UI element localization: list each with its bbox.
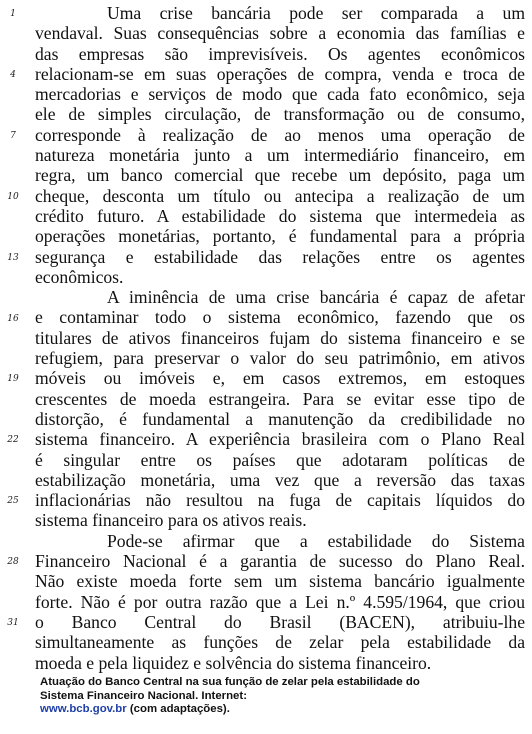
text-line: refugiem, para preservar o valor do seu patrimônio, em ativos (35, 348, 525, 369)
text-line: crescentes de moeda estrangeira. Para se evitar esse tipo de (35, 388, 525, 409)
line-number: 7 (10, 130, 16, 141)
line-number: 10 (7, 191, 19, 202)
text-line: sistema financeiro para os ativos reais. (35, 510, 307, 531)
text-line: titulares de ativos financeiros fujam do sistema financeiro e se (35, 327, 525, 348)
source-citation (40, 676, 520, 717)
line-number: 16 (7, 313, 19, 324)
line-number: 31 (7, 618, 19, 628)
text-line: natureza monetária junto a um intermediário financeiro, em (35, 145, 525, 166)
line-number: 4 (10, 69, 16, 80)
text-line: crédito futuro. A estabilidade do sistema que intermedeia as (35, 205, 525, 226)
text-line: forte. Não é por outra razão que a Lei n.º 4.595/1964, que criou (35, 591, 525, 612)
text-line: móveis ou imóveis e, em casos extremos, em estoques (35, 368, 525, 389)
line-number: 19 (7, 374, 19, 385)
source-line-1: Atuação do Banco Central na sua função de zelar pela estabilidade do (40, 676, 420, 688)
text-line: inflacionárias não resultou na fuga de capitais líquidos do (35, 490, 525, 511)
text-line: distorção, é fundamental a manutenção da credibilidade no (35, 408, 525, 429)
line-number: 13 (7, 252, 19, 263)
source-suffix: (com adaptações). (126, 703, 230, 716)
source-line-3 (40, 703, 520, 717)
text-line: A iminência de uma crise bancária é capaz de afetar (107, 287, 525, 308)
text-line: corresponde à realização de ao menos uma operação de (35, 124, 525, 145)
text-line: o Banco Central do Brasil (BACEN), atribuiu-lhe (35, 611, 525, 632)
line-number: 22 (7, 435, 19, 446)
line-number-gutter (0, 0, 30, 734)
text-line: Uma crise bancária pode ser comparada a um (107, 3, 525, 23)
paragraph-2 (35, 287, 525, 531)
text-line: ele de simples circulação, de transformação ou de consumo, (35, 104, 525, 125)
text-line: estabilização monetária, uma vez que a reversão das taxas (35, 469, 525, 490)
text-line: simultaneamente as funções de zelar pela estabilidade da (35, 632, 525, 653)
text-line: segurança e estabilidade das relações entre os agentes (35, 246, 525, 267)
line-number: 25 (7, 496, 19, 507)
paragraph-1 (35, 3, 525, 287)
text-line: sistema financeiro. A experiência brasileira com o Plano Real (35, 429, 525, 450)
text-line: operações monetárias, portanto, é fundamental para a própria (35, 226, 525, 247)
paragraph-3 (35, 531, 525, 673)
text-line: econômicos. (35, 266, 124, 287)
text-line: das empresas são imprevisíveis. Os agentes econômicos (35, 43, 525, 64)
text-line: e contaminar todo o sistema econômico, fazendo que os (35, 307, 525, 328)
line-number: 28 (7, 557, 19, 568)
text-line: mercadorias e serviços de modo que cada fato econômico, seja (35, 84, 525, 105)
text-line: Financeiro Nacional é a garantia de sucesso do Plano Real. (35, 551, 525, 572)
text-line: é singular entre os países que adotaram políticas de (35, 449, 525, 470)
article-text (35, 3, 525, 673)
text-line: regra, um banco comercial que recebe um depósito, paga um (35, 165, 525, 186)
text-line: moeda e pela liquidez e solvência do sistema financeiro. (35, 652, 432, 673)
text-line: vendaval. Suas consequências sobre a economia das famílias e (35, 23, 525, 44)
source-line-2: Sistema Financeiro Nacional. Internet: (40, 689, 247, 702)
line-number: 1 (10, 9, 16, 19)
text-line: relacionam-se em suas operações de compra, venda e troca de (35, 63, 525, 84)
text-line: Pode-se afirmar que a estabilidade do Sistema (107, 530, 525, 551)
source-link[interactable]: www.bcb.gov.br (40, 703, 127, 716)
text-line: cheque, desconta um título ou antecipa a realização de um (35, 185, 525, 206)
text-line: Não existe moeda forte sem um sistema bancário igualmente (35, 571, 525, 592)
